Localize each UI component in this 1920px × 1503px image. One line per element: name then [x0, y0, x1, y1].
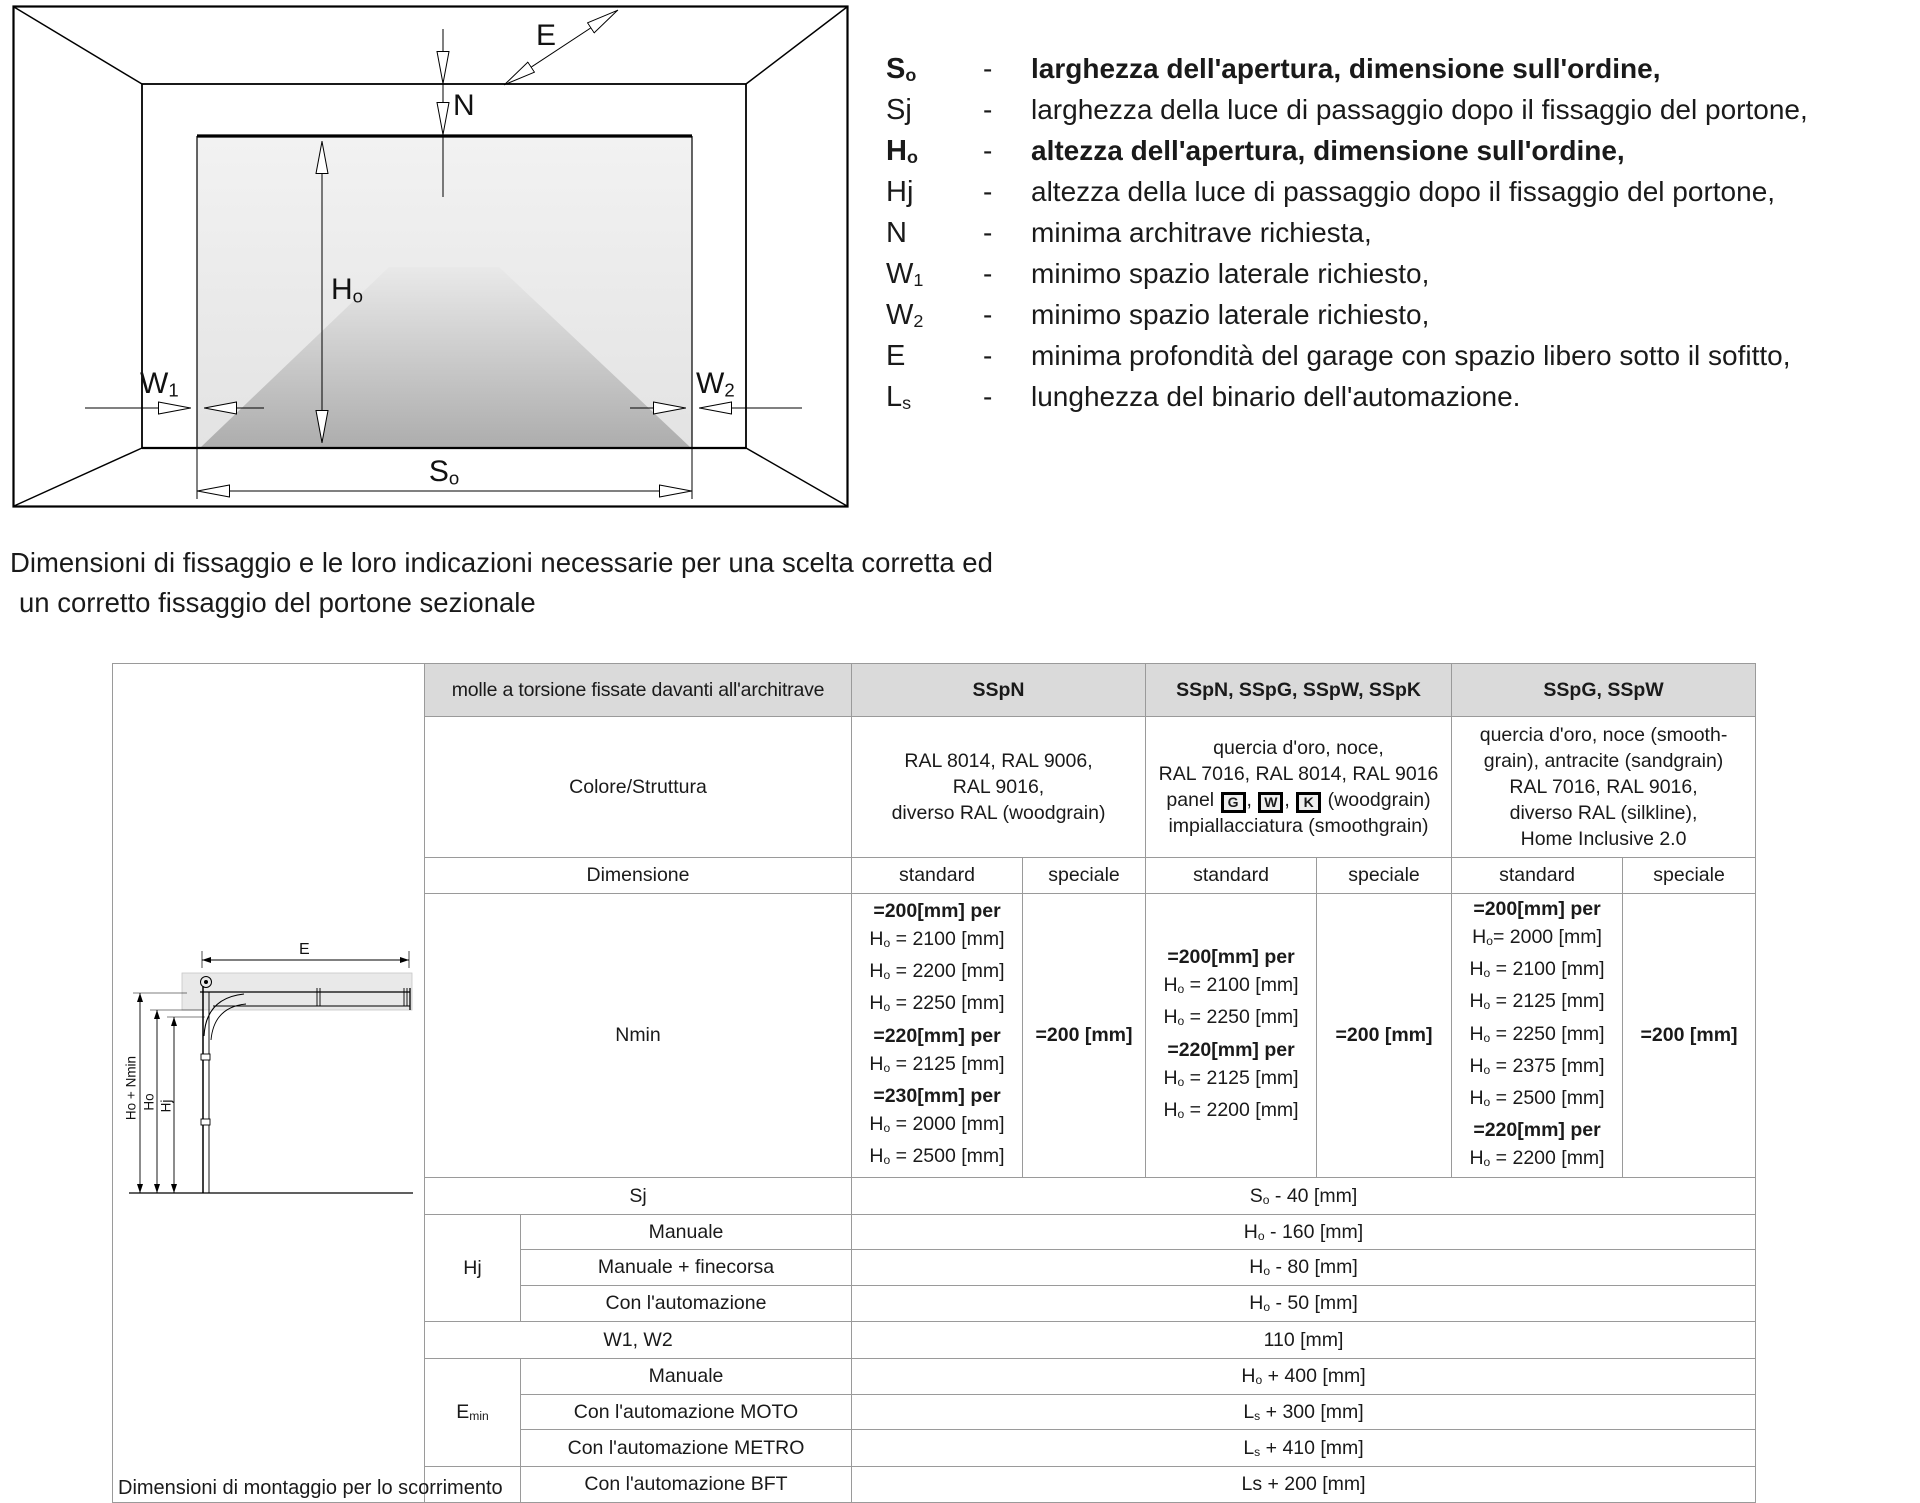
legend-item [886, 89, 1906, 130]
legend-dash: - [983, 217, 993, 248]
dimension-legend [886, 48, 1906, 417]
row-label-hj: Hj [425, 1215, 521, 1322]
dim-col-standard-3: standard [1452, 858, 1623, 894]
nmin-sspn-standard: =200[mm] per $H_o = 2100$ [mm] $H_o = 2200$ [mm] $H_o = 2250$ [mm] =220[mm] per $H_o = 2125$ [mm] =230[mm] per $H_o = 2000$ [mm] $H_o = 2500$ [mm] [852, 894, 1023, 1178]
garage-opening-diagram [12, 5, 850, 509]
dim-col-standard-1: standard [852, 858, 1023, 894]
row-label-dimensione: Dimensione [425, 858, 852, 894]
legend-symbol: $W_2$ [886, 299, 924, 332]
legend-desc: minimo spazio laterale richiesto, [1031, 299, 1430, 330]
dim-label-n: N [453, 89, 475, 122]
dim-col-speciale-1: speciale [1023, 858, 1146, 894]
legend-item [886, 130, 1906, 171]
legend-symbol: $W_1$ [886, 258, 924, 291]
garage-opening-drawing [12, 5, 850, 509]
side-dim-label-ho-nmin: Ho + Nmin [123, 1055, 139, 1120]
legend-dash: - [983, 381, 993, 412]
legend-dash: - [983, 299, 993, 330]
legend-symbol: E [886, 340, 906, 372]
mounting-diagram-caption: Dimensioni di montaggio per lo scorrimento [118, 1477, 503, 1499]
hj-manuale-value: $H_o - 160$ [mm] [852, 1215, 1756, 1250]
emin-row-metro: Con l'automazione METRO [521, 1430, 852, 1467]
colore-group: quercia d'oro, noce, RAL 7016, RAL 8014, RAL 9016 panel G , W , K (woodgrain) impiallacciatura (smoothgrain) [1146, 717, 1452, 858]
bft-value: Ls + 200 [mm] [852, 1467, 1756, 1503]
legend-dash: - [983, 135, 993, 166]
dim-label-e: E [536, 19, 557, 52]
emin-moto-value: $L_s + 300$ [mm] [852, 1395, 1756, 1430]
header-sspn-group: SSpN, SSpG, SSpW, SSpK [1146, 664, 1452, 717]
legend-item [886, 294, 1906, 335]
row-label-sj: Sj [425, 1178, 852, 1215]
sj-value: $S_o - 40$ [mm] [852, 1178, 1756, 1215]
legend-dash: - [983, 340, 993, 371]
dim-label-ho: $H_o$ [331, 273, 364, 307]
side-diagram-cell [113, 664, 425, 1503]
legend-dash: - [983, 94, 993, 125]
nmin-sspgw-standard: =200[mm] per $H_o= 2000$ [mm] $H_o = 2100$ [mm] $H_o = 2125$ [mm] $H_o = 2250$ [mm] $H_o = 2375$ [mm] $H_o = 2500$ [mm] =220[mm] per $H_o = 2200$ [mm] [1452, 894, 1623, 1178]
row-label-w1w2: W1, W2 [425, 1322, 852, 1359]
hj-row-manuale: Manuale [521, 1215, 852, 1250]
legend-symbol: Sj [886, 94, 912, 126]
legend-item [886, 48, 1906, 89]
hj-automazione-value: $H_o - 50$ [mm] [852, 1286, 1756, 1322]
header-springs-type: molle a torsione fissate davanti all'architrave [425, 664, 852, 717]
bft-row-label: Con l'automazione BFT [521, 1467, 852, 1503]
emin-row-manuale: Manuale [521, 1359, 852, 1395]
dim-label-w2: $W_2$ [696, 367, 735, 401]
nmin-sspn-speciale: =200 [mm] [1023, 894, 1146, 1178]
dim-label-w1: $W_1$ [140, 367, 179, 401]
legend-desc: larghezza della luce di passaggio dopo il fissaggio del portone, [1031, 94, 1808, 125]
legend-item [886, 212, 1906, 253]
row-label-colore: Colore/Struttura [425, 717, 852, 858]
legend-symbol: $L_s$ [886, 381, 912, 414]
legend-item [886, 253, 1906, 294]
hj-row-automazione: Con l'automazione [521, 1286, 852, 1322]
legend-desc: minima profondità del garage con spazio libero sotto il sofitto, [1031, 340, 1791, 371]
nmin-sspgw-speciale: =200 [mm] [1623, 894, 1756, 1178]
emin-row-moto: Con l'automazione MOTO [521, 1395, 852, 1430]
nmin-group-standard: =200[mm] per $H_o = 2100$ [mm] $H_o = 2250$ [mm] =220[mm] per $H_o = 2125$ [mm] $H_o = 2200$ [mm] [1146, 894, 1317, 1178]
spec-table [112, 663, 1756, 1503]
caption-line-2: un corretto fissaggio del portone sezionale [19, 587, 536, 618]
colore-sspn: RAL 8014, RAL 9006, RAL 9016, diverso RAL (woodgrain) [852, 717, 1146, 858]
colore-sspgw: quercia d'oro, noce (smooth- grain), antracite (sandgrain) RAL 7016, RAL 9016, diverso RAL (silkline), Home Inclusive 2.0 [1452, 717, 1756, 858]
legend-item [886, 335, 1906, 376]
legend-item [886, 171, 1906, 212]
legend-desc: larghezza dell'apertura, dimensione sull'ordine, [1031, 53, 1661, 84]
mounting-diagram [117, 936, 417, 1223]
header-sspn: SSpN [852, 664, 1146, 717]
row-label-emin: $E_{min}$ [425, 1359, 521, 1467]
legend-desc: lunghezza del binario dell'automazione. [1031, 381, 1521, 412]
legend-symbol: N [886, 217, 907, 249]
w1w2-value: 110 [mm] [852, 1322, 1756, 1359]
dim-label-so: $S_o$ [428, 455, 460, 489]
legend-symbol: Hj [886, 176, 914, 208]
hj-row-finecorsa: Manuale + finecorsa [521, 1250, 852, 1286]
emin-manuale-value: $H_o + 400$ [mm] [852, 1359, 1756, 1395]
legend-dash: - [983, 258, 993, 289]
dim-col-speciale-2: speciale [1317, 858, 1452, 894]
side-dim-label-ho: Ho [141, 1092, 157, 1111]
dim-col-standard-2: standard [1146, 858, 1317, 894]
side-dim-label-hj: Hj [158, 1099, 174, 1112]
legend-item [886, 376, 1906, 417]
hj-finecorsa-value: $H_o - 80$ [mm] [852, 1250, 1756, 1286]
legend-symbol: $H_o$ [886, 135, 918, 168]
header-sspg-sspw: SSpG, SSpW [1452, 664, 1756, 717]
legend-symbol: $S_o$ [886, 53, 917, 86]
legend-dash: - [983, 53, 993, 84]
legend-desc: altezza della luce di passaggio dopo il fissaggio del portone, [1031, 176, 1776, 207]
spec-table-wrap [112, 663, 1756, 1503]
legend-desc: minimo spazio laterale richiesto, [1031, 258, 1430, 289]
legend-dash: - [983, 176, 993, 207]
caption-line-1: Dimensioni di fissaggio e le loro indicazioni necessarie per una scelta corretta ed [10, 547, 993, 578]
emin-metro-value: $L_s + 410$ [mm] [852, 1430, 1756, 1467]
legend-desc: altezza dell'apertura, dimensione sull'ordine, [1031, 135, 1625, 166]
mounting-drawing [117, 936, 417, 1223]
row-label-nmin: Nmin [425, 894, 852, 1178]
dim-col-speciale-3: speciale [1623, 858, 1756, 894]
legend-desc: minima architrave richiesta, [1031, 217, 1372, 248]
nmin-group-speciale: =200 [mm] [1317, 894, 1452, 1178]
side-dim-label-e: E [299, 940, 310, 958]
fixing-dimensions-caption [10, 543, 993, 623]
